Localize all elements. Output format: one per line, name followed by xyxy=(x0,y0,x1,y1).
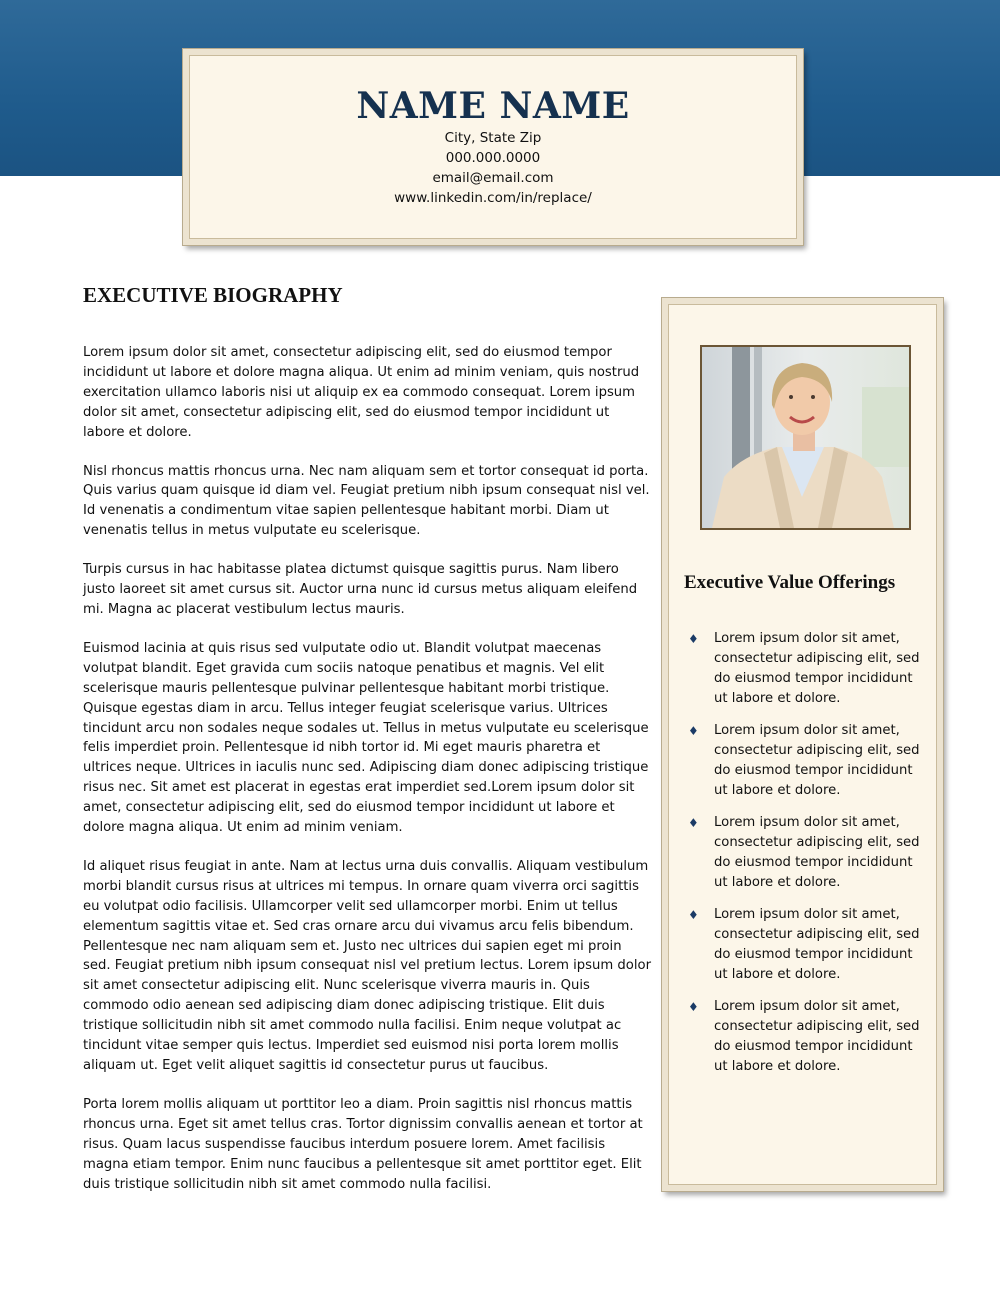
bio-paragraph: Porta lorem mollis aliquam ut porttitor leo a diam. Proin sagittis nisl rhoncus mattis rhoncus urna. Eget sit amet tellus cras. Tortor dignissim convallis aenean et tortor at risus. Quam lacus suspendisse faucibus interdum posuere lorem. Amet facilisis magna etiam tempor. Enim nunc faucibus a pellentesque sit amet porttitor eget. Elit duis tristique sollicitudin nibh sit amet commodo nulla facilisi. xyxy=(83,1096,643,1192)
diamond-bullet-icon: ♦ xyxy=(688,632,699,646)
offering-text: Lorem ipsum dolor sit amet, consectetur adipiscing elit, sed do eiusmod tempor incididunt ut labore et dolore. xyxy=(714,907,920,982)
list-item xyxy=(668,905,937,985)
offering-text: Lorem ipsum dolor sit amet, consectetur adipiscing elit, sed do eiusmod tempor incididunt ut labore et dolore. xyxy=(714,815,920,890)
bio-paragraph: Lorem ipsum dolor sit amet, consectetur adipiscing elit, sed do eiusmod tempor incididunt ut labore et dolore magna aliqua. Ut enim ad minim veniam, quis nostrud exercitation ullamco laboris nisi ut aliquip ex ea commodo consequat. Lorem ipsum dolor sit amet, consectetur adipiscing elit, sed do eiusmod tempor incididunt ut labore et dolore. xyxy=(83,345,640,440)
diamond-bullet-icon: ♦ xyxy=(688,816,699,830)
diamond-bullet-icon: ♦ xyxy=(688,908,699,922)
value-offerings-list xyxy=(668,629,937,1089)
contact-header-box xyxy=(183,49,803,245)
list-item xyxy=(668,813,937,893)
bio-paragraph: Euismod lacinia at quis risus sed vulputate odio ut. Blandit volutpat maecenas volutpat blandit. Eget gravida cum sociis natoque penatibus et magnis. Vel elit scelerisque mauris pellentesque pulvinar pellentesque habitant morbi tristique. Quisque egestas diam in arcu. Tellus integer feugiat scelerisque varius. Ultrices tincidunt arcu non sodales neque sodales ut. Tellus in metus vulputate eu scelerisque felis imperdiet proin. Pellentesque id nibh tortor id. Mi eget mauris pharetra et ultrices neque. Ultrices in iaculis nunc sed. Adipiscing diam donec adipiscing tristique risus nec. Sit amet est placerat in egestas erat imperdiet sed.Lorem ipsum dolor sit amet, consectetur adipiscing elit, sed do eiusmod tempor incididunt ut labore et dolore magna aliqua. Ut enim ad minim veniam. xyxy=(83,640,649,836)
value-offerings-sidebar xyxy=(662,298,943,1191)
value-offerings-title: Executive Value Offerings xyxy=(684,572,896,593)
offering-text: Lorem ipsum dolor sit amet, consectetur adipiscing elit, sed do eiusmod tempor incididunt ut labore et dolore. xyxy=(714,999,920,1074)
diamond-bullet-icon: ♦ xyxy=(688,1000,699,1014)
city-state-zip: City, State Zip xyxy=(444,130,542,146)
email-address[interactable]: email@email.com xyxy=(432,170,554,186)
bio-paragraph: Nisl rhoncus mattis rhoncus urna. Nec nam aliquam sem et tortor consequat id porta. Quis varius quam quisque id diam vel. Feugiat pretium nibh ipsum consequat nisl vel. Id venenatis a condimentum vitae sapien pellentesque habitant morbi. Diam ut venenatis tellus in metus vulputate eu scelerisque. xyxy=(83,463,650,539)
bio-paragraph: Turpis cursus in hac habitasse platea dictumst quisque sagittis purus. Nam libero justo laoreet sit amet cursus sit. Auctor urna nunc id cursus metus aliquam eleifend mi. Magna ac placerat vestibulum lectus mauris. xyxy=(83,562,638,617)
candidate-name: NAME NAME xyxy=(356,85,630,127)
phone-number: 000.000.0000 xyxy=(445,150,541,166)
offering-text: Lorem ipsum dolor sit amet, consectetur adipiscing elit, sed do eiusmod tempor incididunt ut labore et dolore. xyxy=(714,631,920,706)
list-item xyxy=(668,721,937,801)
linkedin-url[interactable]: www.linkedin.com/in/replace/ xyxy=(394,190,592,206)
biography-title: EXECUTIVE BIOGRAPHY xyxy=(83,283,343,307)
list-item xyxy=(668,997,937,1077)
offering-text: Lorem ipsum dolor sit amet, consectetur adipiscing elit, sed do eiusmod tempor incididunt ut labore et dolore. xyxy=(714,723,920,798)
diamond-bullet-icon: ♦ xyxy=(688,724,699,738)
list-item xyxy=(668,629,937,709)
headshot-illustration xyxy=(702,347,909,528)
headshot-photo xyxy=(700,345,911,530)
bio-paragraph: Id aliquet risus feugiat in ante. Nam at lectus urna duis convallis. Aliquam vestibulum morbi blandit cursus risus at ultrices mi tempus. In ornare quam viverra orci sagittis eu volutpat odio facilisis. Ullamcorper velit sed ullamcorper morbi. Enim ut tellus elementum sagittis vitae et. Sed cras ornare arcu dui vivamus arcu felis bibendum. Pellentesque nec nam aliquam sem et. Justo nec ultrices dui sapien eget mi proin sed. Feugiat pretium nibh ipsum consequat nisl vel pretium lectus. Lorem ipsum dolor sit amet consectetur adipiscing elit. Nunc scelerisque viverra mauris in. Quis commodo odio aenean sed adipiscing diam donec adipiscing tristique. Elit duis tristique sollicitudin nibh sit amet commodo nulla facilisi. Enim neque volutpat ac tincidunt vitae semper quis lectus. Imperdiet sed euismod nisi porta lorem mollis aliquam ut. Eget velit aliquet sagittis id consectetur purus ut faucibus. xyxy=(83,858,652,1073)
biography-body xyxy=(83,343,653,1213)
